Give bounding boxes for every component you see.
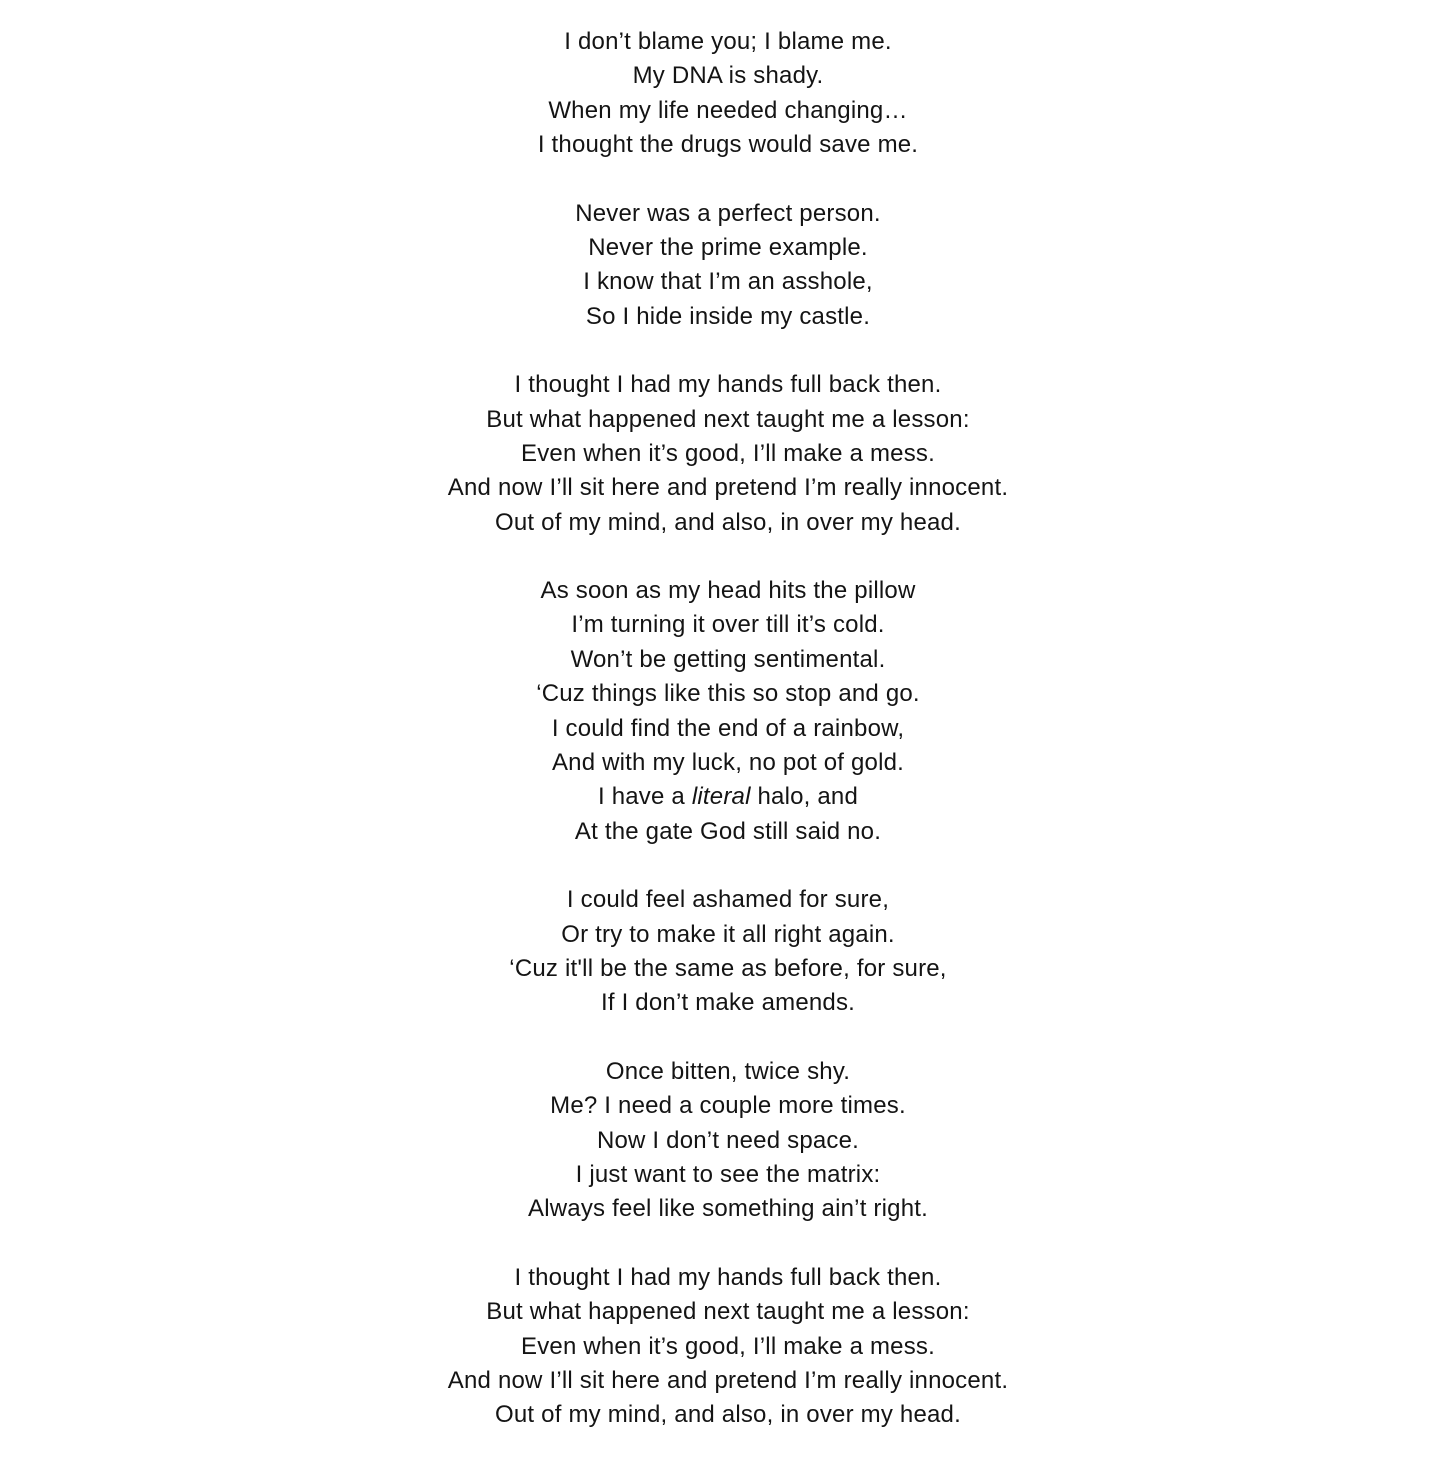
poem-line: Never the prime example. (588, 233, 868, 261)
poem-line: ‘Cuz things like this so stop and go. (536, 680, 920, 708)
poem-line: And with my luck, no pot of gold. (551, 749, 905, 777)
stanza (0, 197, 1456, 335)
poem-line: But what happened next taught me a lesson: (486, 405, 970, 433)
poem-line: But what happened next taught me a lesson: (486, 1298, 970, 1326)
poem-line: I’m turning it over till it’s cold. (571, 611, 885, 639)
poem-line: Never was a perfect person. (575, 199, 881, 227)
poem-line: Out of my mind, and also, in over my head. (495, 508, 961, 536)
poem-line: Always feel like something ain’t right. (528, 1195, 928, 1223)
poem-line: And now I’ll sit here and pretend I’m really innocent. (447, 1366, 1009, 1394)
stanza (0, 25, 1456, 163)
poem-line: ‘Cuz it'll be the same as before, for sure, (509, 954, 947, 982)
stanza (0, 1261, 1456, 1433)
poem-line: Once bitten, twice shy. (605, 1057, 851, 1085)
poem-line: I thought I had my hands full back then. (514, 1263, 942, 1291)
poem (0, 25, 1456, 1467)
poem-line-part: halo, and (750, 783, 859, 811)
poem-line: Me? I need a couple more times. (550, 1092, 906, 1120)
poem-line: As soon as my head hits the pillow (540, 577, 916, 605)
poem-line: I thought the drugs would save me. (537, 131, 919, 159)
poem-line-with-italic (0, 780, 1456, 814)
poem-line: Won’t be getting sentimental. (570, 645, 886, 673)
poem-line: And now I’ll sit here and pretend I’m really innocent. (447, 474, 1009, 502)
poem-line: Now I don’t need space. (596, 1126, 860, 1154)
poem-line: I could feel ashamed for sure, (566, 886, 890, 914)
poem-line: Or try to make it all right again. (561, 920, 895, 948)
stanza (0, 883, 1456, 1021)
stanza (0, 1055, 1456, 1227)
poem-line: I just want to see the matrix: (575, 1160, 881, 1188)
poem-line: I don’t blame you; I blame me. (564, 28, 892, 55)
poem-line: If I don’t make amends. (600, 989, 856, 1017)
poem-line: So I hide inside my castle. (585, 302, 871, 330)
poem-line: Even when it’s good, I’ll make a mess. (520, 1332, 936, 1360)
poem-line-part: I have a (597, 783, 692, 811)
poem-line: At the gate God still said no. (574, 817, 882, 845)
poem-line: Even when it’s good, I’ll make a mess. (520, 439, 936, 467)
poem-line: When my life needed changing… (548, 96, 908, 124)
poem-line: I know that I’m an asshole, (583, 268, 873, 296)
stanza (0, 574, 1456, 849)
italic-word: literal (691, 783, 751, 811)
poem-line: I could find the end of a rainbow, (551, 714, 905, 742)
poem-line: I thought I had my hands full back then. (514, 371, 942, 399)
stanza (0, 368, 1456, 540)
poem-line: My DNA is shady. (632, 62, 824, 90)
poem-line: Out of my mind, and also, in over my head. (495, 1401, 961, 1429)
